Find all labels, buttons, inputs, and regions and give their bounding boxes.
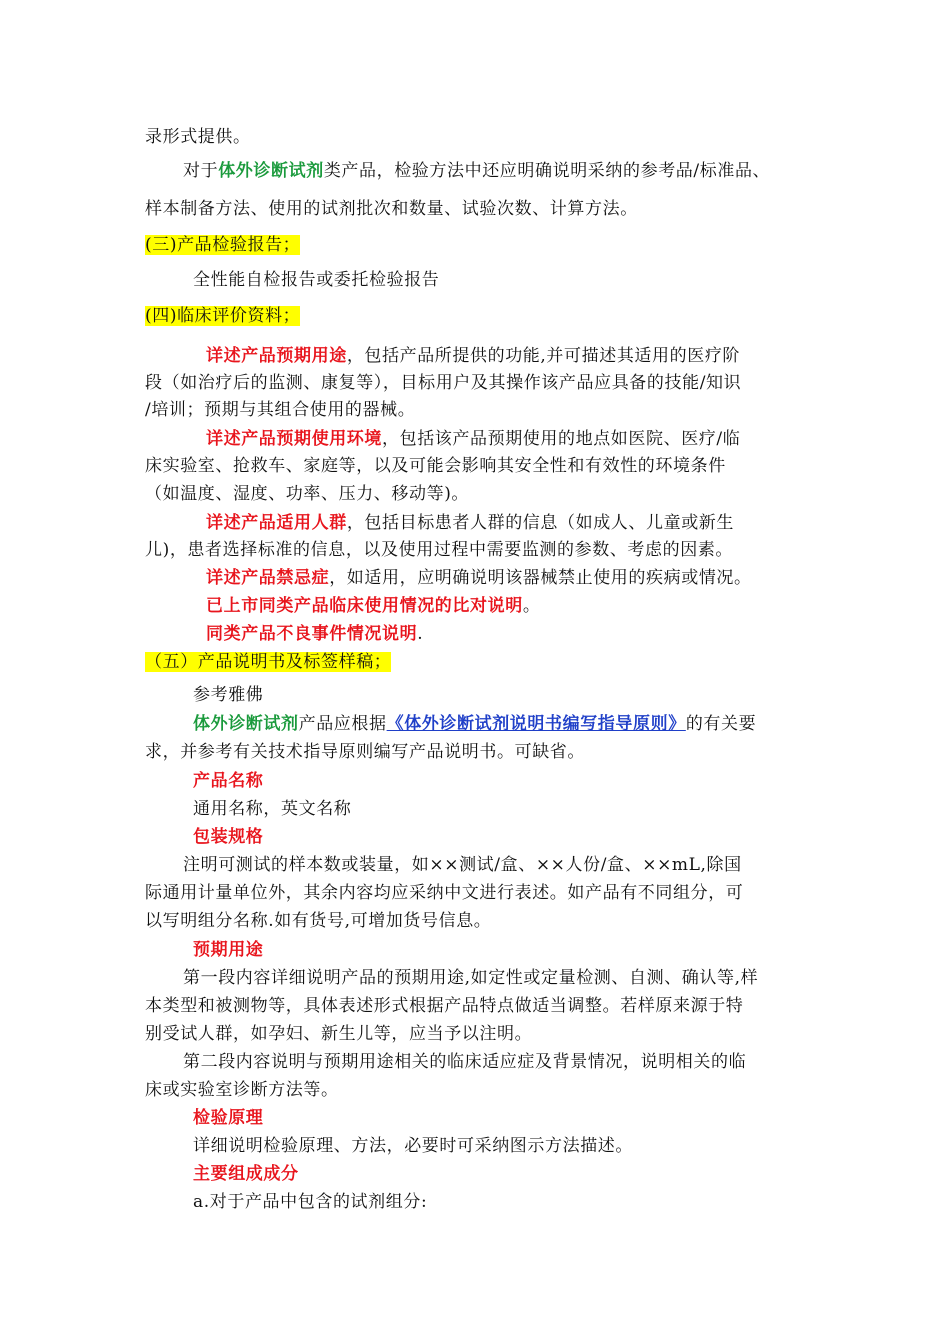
text-line: 详述产品适用人群，包括目标患者人群的信息（如成人、儿童或新生 bbox=[206, 513, 735, 533]
text-line: 详述产品预期用途，包括产品所提供的功能,并可描述其适用的医疗阶 bbox=[206, 346, 741, 366]
text-line: 通用名称，英文名称 bbox=[193, 799, 352, 819]
text-line: 同类产品不良事件情况说明. bbox=[206, 624, 424, 644]
text-line: 详述产品预期使用环境，包括该产品预期使用的地点如医院、医疗/临 bbox=[206, 429, 741, 449]
text-line: 详细说明检验原理、方法，必要时可采纳图示方法描述。 bbox=[193, 1136, 633, 1156]
text-line: 已上市同类产品临床使用情况的比对说明。 bbox=[206, 596, 541, 616]
subheading: 主要组成成分 bbox=[193, 1164, 299, 1184]
guideline-link[interactable]: 《体外诊断试剂说明书编写指导原则》 bbox=[386, 714, 686, 734]
text-line: 别受试人群，如孕妇、新生儿等，应当予以注明。 bbox=[145, 1024, 533, 1044]
subheading: 产品名称 bbox=[193, 771, 264, 791]
text-line: 际通用计量单位外，其余内容均应采纳中文进行表述。如产品有不同组分，可 bbox=[145, 883, 744, 903]
subheading: 包装规格 bbox=[193, 827, 264, 847]
text-line: /培训；预期与其组合使用的器械。 bbox=[145, 400, 416, 420]
text-line: a.对于产品中包含的试剂组分: bbox=[193, 1192, 428, 1212]
section-heading: （五）产品说明书及标签样稿； bbox=[145, 652, 392, 672]
section-heading: (四)临床评价资料； bbox=[145, 306, 301, 326]
text-line: （如温度、湿度、功率、压力、移动等)。 bbox=[145, 484, 470, 504]
section-heading: (三)产品检验报告； bbox=[145, 235, 301, 255]
text-line: 参考雅佛 bbox=[193, 685, 264, 705]
text-line: 全性能自检报告或委托检验报告 bbox=[193, 270, 440, 290]
text-line: 床实验室、抢救车、家庭等，以及可能会影响其安全性和有效性的环境条件 bbox=[145, 456, 726, 476]
text-line: 样本制备方法、使用的试剂批次和数量、试验次数、计算方法。 bbox=[145, 199, 638, 219]
text-line: 求，并参考有关技术指导原则编写产品说明书。可缺省。 bbox=[145, 742, 585, 762]
text-line: 本类型和被测物等，具体表述形式根据产品特点做适当调整。若样原来源于特 bbox=[145, 996, 744, 1016]
subheading: 预期用途 bbox=[193, 940, 264, 960]
text-line: 床或实验室诊断方法等。 bbox=[145, 1080, 339, 1100]
text-line: 以写明组分名称.如有货号,可增加货号信息。 bbox=[145, 911, 492, 931]
text-line: 录形式提供。 bbox=[145, 127, 251, 147]
text-line: 对于体外诊断试剂类产品，检验方法中还应明确说明采纳的参考品/标准品、 bbox=[183, 161, 771, 181]
text-line: 儿)，患者选择标准的信息，以及使用过程中需要监测的参数、考虑的因素。 bbox=[145, 540, 734, 560]
text-line: 体外诊断试剂产品应根据《体外诊断试剂说明书编写指导原则》的有关要 bbox=[193, 714, 757, 734]
text-line: 详述产品禁忌症，如适用，应明确说明该器械禁止使用的疾病或情况。 bbox=[206, 568, 752, 588]
text-line: 第二段内容说明与预期用途相关的临床适应症及背景情况，说明相关的临 bbox=[183, 1052, 747, 1072]
text-line: 第一段内容详细说明产品的预期用途,如定性或定量检测、自测、确认等,样 bbox=[183, 968, 759, 988]
subheading: 检验原理 bbox=[193, 1108, 264, 1128]
text-line: 段（如治疗后的监测、康复等），目标用户及其操作该产品应具备的技能/知识 bbox=[145, 373, 742, 393]
text-line: 注明可测试的样本数或装量，如××测试/盒、××人份/盒、××mL,除国 bbox=[183, 855, 742, 875]
